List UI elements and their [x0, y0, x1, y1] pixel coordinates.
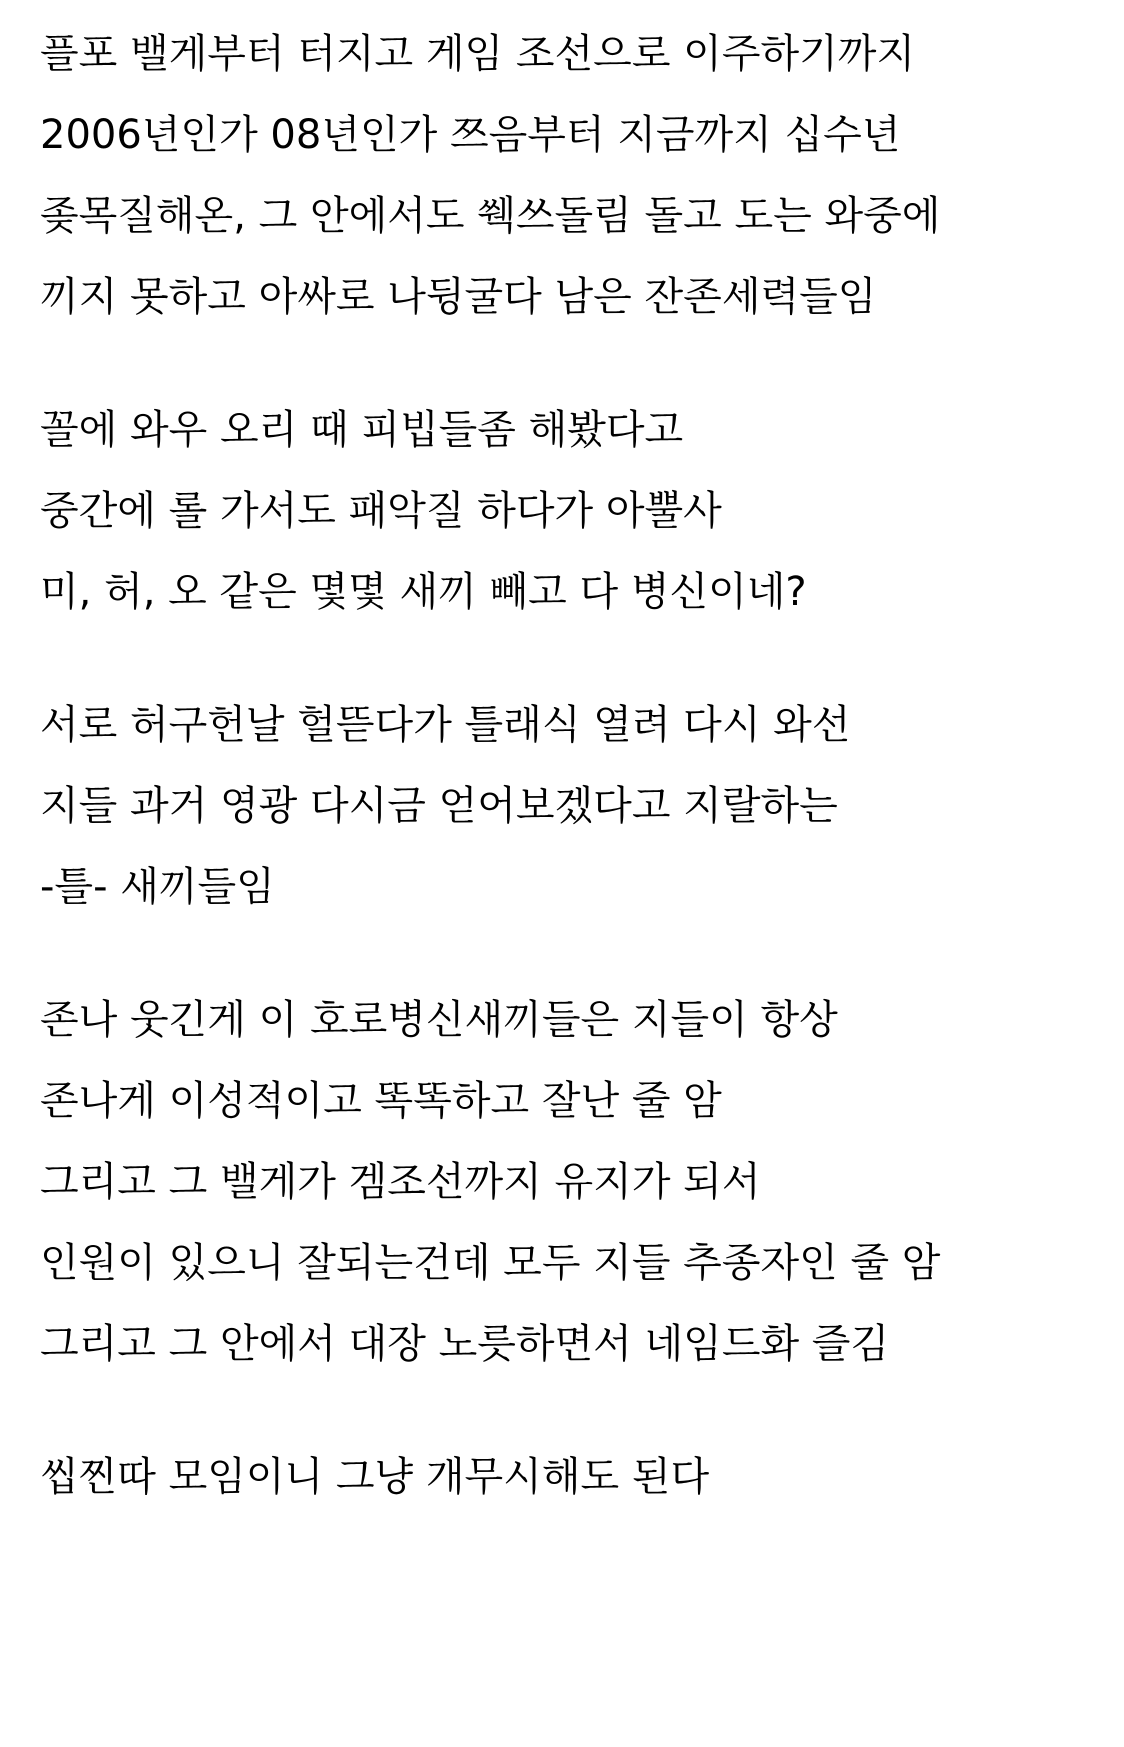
post-body — [40, 14, 1100, 1570]
text-line: 미, 허, 오 같은 몇몇 새끼 빼고 다 병신이네? — [40, 569, 807, 615]
text-line: 존나게 이성적이고 똑똑하고 잘난 줄 암 — [40, 1078, 722, 1124]
text-line: 그리고 그 안에서 대장 노릇하면서 네임드화 즐김 — [40, 1321, 890, 1367]
paragraph-3 — [40, 685, 1100, 928]
text-line: 플포 밸게부터 터지고 게임 조선으로 이주하기까지 — [40, 31, 916, 77]
text-line: 끼지 못하고 아싸로 나뒹굴다 남은 잔존세력들임 — [40, 274, 877, 320]
text-line: 지들 과거 영광 다시금 얻어보겠다고 지랄하는 — [40, 783, 838, 829]
text-line: 꼴에 와우 오리 때 피빕들좀 해봤다고 — [40, 407, 684, 453]
paragraph-1 — [40, 14, 1100, 338]
text-line: 인원이 있으니 잘되는건데 모두 지들 추종자인 줄 암 — [40, 1240, 941, 1286]
text-line: 서로 허구헌날 헐뜯다가 틀래식 열려 다시 와선 — [40, 702, 851, 748]
text-line: 존나 웃긴게 이 호로병신새끼들은 지들이 항상 — [40, 997, 838, 1043]
text-line: 2006년인가 08년인가 쯔음부터 지금까지 십수년 — [40, 112, 901, 158]
text-line: -틀- 새끼들임 — [40, 864, 275, 910]
paragraph-5 — [40, 1437, 1100, 1518]
text-line: 좆목질해온, 그 안에서도 쒝쓰돌림 돌고 도는 와중에 — [40, 193, 941, 239]
paragraph-2 — [40, 390, 1100, 633]
text-line: 씹찐따 모임이니 그냥 개무시해도 된다 — [40, 1454, 710, 1500]
text-line: 중간에 롤 가서도 패악질 하다가 아뿔사 — [40, 488, 722, 534]
text-line: 그리고 그 밸게가 겜조선까지 유지가 되서 — [40, 1159, 761, 1205]
paragraph-4 — [40, 980, 1100, 1385]
